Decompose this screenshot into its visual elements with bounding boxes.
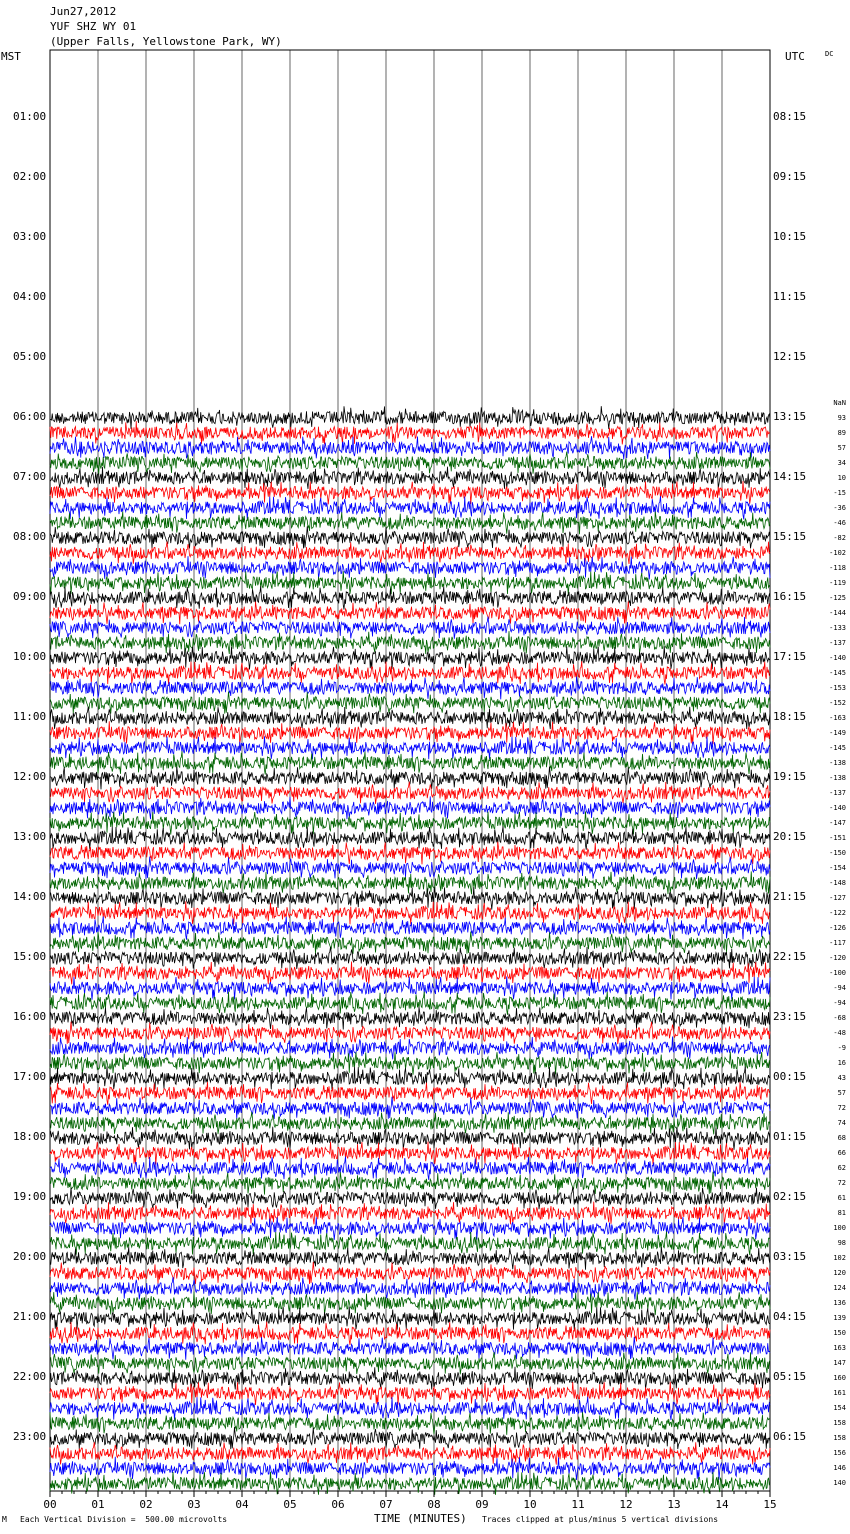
- left-hour-label: 22:00: [13, 1370, 47, 1384]
- dc-offset-value: 72: [837, 1179, 846, 1188]
- right-hour-label: 23:15: [773, 1010, 807, 1024]
- seismic-trace: [50, 677, 770, 700]
- dc-offset-value: 43: [837, 1074, 846, 1083]
- left-hour-label: 23:00: [13, 1430, 47, 1444]
- dc-offset-value: 139: [833, 1314, 846, 1323]
- seismic-trace: [50, 586, 770, 609]
- dc-offset-value: 150: [833, 1329, 846, 1338]
- seismic-trace: [50, 992, 770, 1015]
- seismic-trace: [50, 932, 770, 954]
- dc-label: DC: [825, 50, 834, 58]
- right-hour-label: 02:15: [773, 1190, 807, 1204]
- dc-offset-value: 120: [833, 1269, 846, 1278]
- right-hour-label: 14:15: [773, 469, 807, 483]
- dc-offset-value: -94: [833, 984, 846, 993]
- dc-offset-value: -151: [829, 834, 846, 843]
- seismic-trace: [50, 526, 770, 548]
- seismic-trace: [50, 1142, 770, 1165]
- dc-offset-value: -140: [829, 653, 846, 662]
- dc-offset-value: -154: [829, 864, 846, 873]
- dc-offset-value: 66: [837, 1149, 846, 1158]
- seismic-trace: [50, 1037, 770, 1060]
- x-tick-label: 03: [187, 1498, 201, 1511]
- dc-offset-value: -127: [829, 894, 846, 903]
- seismic-trace: [50, 1442, 770, 1465]
- seismic-trace: [50, 601, 770, 624]
- seismic-trace: [50, 1097, 770, 1119]
- left-hour-label: 08:00: [13, 529, 47, 543]
- dc-offset-value: 156: [833, 1449, 846, 1458]
- dc-offset-value: 61: [837, 1194, 846, 1203]
- dc-offset-value: -133: [829, 623, 846, 632]
- left-hour-label: 18:00: [13, 1130, 47, 1144]
- x-tick-label: 13: [667, 1498, 681, 1511]
- dc-offset-value: -138: [829, 774, 846, 782]
- dc-offset-value: 93: [837, 413, 846, 422]
- dc-offset-value: 154: [833, 1404, 846, 1413]
- x-tick-label: 15: [763, 1498, 777, 1511]
- dc-offset-value: -102: [829, 548, 846, 557]
- seismic-trace: [50, 842, 770, 865]
- x-tick-label: 06: [331, 1498, 345, 1511]
- dc-offset-value: 160: [833, 1374, 846, 1383]
- left-hour-label: 16:00: [13, 1010, 47, 1024]
- left-hour-label: 20:00: [13, 1250, 47, 1264]
- right-hour-label: 22:15: [773, 950, 807, 964]
- seismic-trace: [50, 871, 770, 894]
- dc-offset-value: -152: [829, 698, 846, 707]
- x-tick-label: 11: [571, 1498, 585, 1511]
- seismic-trace: [50, 436, 770, 459]
- left-hour-label: 02:00: [13, 169, 47, 183]
- header-location: (Upper Falls, Yellowstone Park, WY): [50, 35, 282, 48]
- seismic-trace: [50, 947, 770, 970]
- footer-scale: Each Vertical Division = 500.00 microvolts: [20, 1515, 228, 1524]
- left-hour-label: 07:00: [13, 469, 47, 483]
- right-hour-label: 12:15: [773, 349, 807, 363]
- x-tick-label: 04: [235, 1498, 249, 1511]
- seismic-trace: [50, 1172, 770, 1195]
- header-date: Jun27,2012: [50, 5, 117, 18]
- dc-offset-value: 161: [833, 1389, 846, 1398]
- right-hour-label: 20:15: [773, 830, 807, 844]
- x-tick-label: 01: [91, 1498, 105, 1511]
- dc-offset-value: 102: [833, 1254, 846, 1263]
- dc-offset-value: -126: [829, 924, 846, 933]
- right-hour-label: 06:15: [773, 1430, 807, 1444]
- seismic-trace: [50, 1307, 770, 1330]
- seismic-trace: [50, 481, 770, 504]
- seismic-trace: [50, 452, 770, 475]
- seismic-trace: [50, 1112, 770, 1135]
- dc-offset-value: -119: [829, 578, 846, 587]
- seismic-trace: [50, 1292, 770, 1315]
- dc-offset-value: -36: [833, 503, 846, 512]
- header-station: YUF SHZ WY 01: [50, 20, 137, 33]
- dc-offset-value: -82: [833, 533, 846, 542]
- dc-offset-value: 81: [837, 1209, 846, 1218]
- dc-offset-value: -46: [833, 518, 846, 527]
- seismic-trace: [50, 406, 770, 429]
- dc-offset-value: 89: [837, 428, 846, 437]
- dc-offset-value: -94: [833, 999, 846, 1008]
- dc-offset-value: 62: [837, 1164, 846, 1173]
- right-hour-label: 04:15: [773, 1310, 807, 1324]
- seismic-trace: [50, 1187, 770, 1209]
- seismic-trace: [50, 421, 770, 444]
- left-hour-label: 13:00: [13, 830, 47, 844]
- seismic-trace: [50, 646, 770, 669]
- seismic-trace: [50, 977, 770, 1000]
- seismic-trace: [50, 1217, 770, 1240]
- x-tick-label: 08: [427, 1498, 441, 1511]
- x-tick-label: 10: [523, 1498, 537, 1511]
- seismic-trace: [50, 1052, 770, 1075]
- dc-offset-value: -118: [829, 563, 846, 572]
- left-hour-label: 05:00: [13, 349, 47, 363]
- right-hour-label: 05:15: [773, 1370, 807, 1384]
- left-timezone-label: MST: [1, 50, 21, 63]
- x-tick-label: 07: [379, 1498, 393, 1511]
- dc-offset-value: 163: [833, 1344, 846, 1353]
- left-hour-label: 11:00: [13, 709, 47, 723]
- dc-offset-value: -120: [829, 954, 846, 963]
- dc-offset-value: -153: [829, 683, 846, 692]
- footer-left-mark: M: [2, 1515, 7, 1524]
- left-hour-label: 14:00: [13, 890, 47, 904]
- x-tick-label: 14: [715, 1498, 729, 1511]
- seismic-trace: [50, 512, 770, 535]
- dc-offset-value: -137: [829, 638, 846, 647]
- seismic-trace: [50, 1412, 770, 1435]
- dc-offset-value: -149: [829, 728, 846, 737]
- left-hour-label: 19:00: [13, 1190, 47, 1204]
- left-hour-label: 04:00: [13, 289, 47, 303]
- left-hour-label: 09:00: [13, 589, 47, 603]
- x-tick-label: 12: [619, 1498, 633, 1511]
- right-hour-label: 13:15: [773, 409, 807, 423]
- seismic-trace: [50, 916, 770, 939]
- dc-first-value: NaN: [833, 399, 846, 407]
- right-hour-label: 03:15: [773, 1250, 807, 1264]
- dc-offset-value: 72: [837, 1104, 846, 1113]
- seismic-trace: [50, 1157, 770, 1180]
- dc-offset-value: 98: [837, 1239, 846, 1248]
- left-hour-label: 12:00: [13, 770, 47, 783]
- right-hour-label: 08:15: [773, 109, 807, 123]
- left-hour-label: 10:00: [13, 649, 47, 663]
- footer-clip: Traces clipped at plus/minus 5 vertical divisions: [482, 1515, 719, 1524]
- right-hour-label: 15:15: [773, 529, 807, 543]
- dc-offset-value: 68: [837, 1134, 846, 1143]
- dc-offset-value: -137: [829, 789, 846, 798]
- dc-offset-value: 158: [833, 1434, 846, 1443]
- dc-offset-value: 158: [833, 1419, 846, 1428]
- right-hour-label: 19:15: [773, 770, 807, 783]
- seismic-trace: [50, 721, 770, 744]
- dc-offset-value: 124: [833, 1284, 846, 1293]
- dc-offset-value: -100: [829, 969, 846, 978]
- seismic-trace: [50, 617, 770, 639]
- dc-offset-value: -122: [829, 909, 846, 918]
- seismic-trace: [50, 571, 770, 594]
- dc-offset-value: 140: [833, 1479, 846, 1488]
- x-axis-label: TIME (MINUTES): [374, 1512, 467, 1525]
- dc-offset-value: -144: [829, 608, 846, 617]
- dc-offset-value: -9: [837, 1044, 846, 1053]
- seismic-trace: [50, 1352, 770, 1374]
- seismic-trace: [50, 692, 770, 714]
- dc-offset-value: 74: [837, 1119, 846, 1128]
- dc-offset-value: 100: [833, 1224, 846, 1233]
- dc-offset-value: 146: [833, 1464, 846, 1473]
- dc-offset-value: 10: [837, 473, 846, 482]
- seismic-trace: [50, 542, 770, 565]
- seismic-trace: [50, 826, 770, 849]
- left-hour-label: 01:00: [13, 109, 47, 123]
- seismic-trace: [50, 707, 770, 730]
- seismic-trace: [50, 811, 770, 834]
- x-tick-label: 02: [139, 1498, 153, 1511]
- right-hour-label: 09:15: [773, 169, 807, 183]
- dc-offset-value: -125: [829, 593, 846, 602]
- seismic-trace: [50, 1397, 770, 1420]
- right-hour-label: 18:15: [773, 709, 807, 723]
- seismic-trace: [50, 1367, 770, 1390]
- left-hour-label: 15:00: [13, 950, 47, 964]
- left-hour-label: 21:00: [13, 1310, 47, 1324]
- x-tick-label: 09: [475, 1498, 489, 1511]
- seismic-trace: [50, 857, 770, 879]
- seismic-trace: [50, 1322, 770, 1345]
- dc-offset-value: 136: [833, 1299, 846, 1308]
- dc-offset-value: 57: [837, 1089, 846, 1098]
- right-hour-label: 11:15: [773, 289, 807, 303]
- seismic-trace: [50, 751, 770, 774]
- dc-offset-value: 16: [837, 1059, 846, 1068]
- left-hour-label: 17:00: [13, 1070, 47, 1084]
- dc-offset-value: 34: [837, 458, 846, 467]
- left-hour-label: 03:00: [13, 229, 47, 243]
- dc-offset-value: 147: [833, 1359, 846, 1368]
- seismic-trace: [50, 1382, 770, 1405]
- seismic-trace: [50, 466, 770, 489]
- seismic-trace: [50, 1022, 770, 1044]
- seismic-trace: [50, 1262, 770, 1284]
- dc-offset-value: -150: [829, 849, 846, 858]
- right-hour-label: 10:15: [773, 229, 807, 243]
- dc-offset-value: -138: [829, 758, 846, 767]
- seismic-trace: [50, 1127, 770, 1150]
- seismic-trace: [50, 736, 770, 759]
- dc-offset-value: -148: [829, 879, 846, 888]
- dc-offset-value: 57: [837, 443, 846, 452]
- seismic-trace: [50, 1247, 770, 1270]
- dc-offset-value: -140: [829, 804, 846, 813]
- dc-offset-value: -117: [829, 939, 846, 948]
- seismic-trace: [50, 631, 770, 654]
- dc-offset-value: -163: [829, 713, 846, 722]
- right-hour-label: 21:15: [773, 890, 807, 904]
- seismic-trace: [50, 1067, 770, 1090]
- seismic-trace: [50, 1202, 770, 1225]
- seismic-trace: [50, 496, 770, 519]
- left-hour-label: 06:00: [13, 409, 47, 423]
- x-tick-label: 05: [283, 1498, 297, 1511]
- dc-offset-value: -68: [833, 1014, 846, 1023]
- seismic-trace: [50, 1457, 770, 1480]
- seismic-trace: [50, 887, 770, 910]
- seismic-trace: [50, 1337, 770, 1360]
- seismic-trace: [50, 796, 770, 819]
- x-tick-label: 00: [43, 1498, 57, 1511]
- dc-offset-value: -145: [829, 743, 846, 752]
- right-hour-label: 16:15: [773, 589, 807, 603]
- right-hour-label: 00:15: [773, 1070, 807, 1084]
- dc-offset-value: -15: [833, 488, 846, 497]
- right-timezone-label: UTC: [785, 50, 805, 63]
- dc-offset-value: -48: [833, 1029, 846, 1038]
- seismic-trace: [50, 1427, 770, 1449]
- right-hour-label: 01:15: [773, 1130, 807, 1144]
- seismic-trace: [50, 901, 770, 924]
- dc-offset-value: -145: [829, 668, 846, 677]
- seismic-trace: [50, 962, 770, 985]
- seismic-trace: [50, 1082, 770, 1105]
- dc-offset-value: -147: [829, 819, 846, 828]
- right-hour-label: 17:15: [773, 649, 807, 663]
